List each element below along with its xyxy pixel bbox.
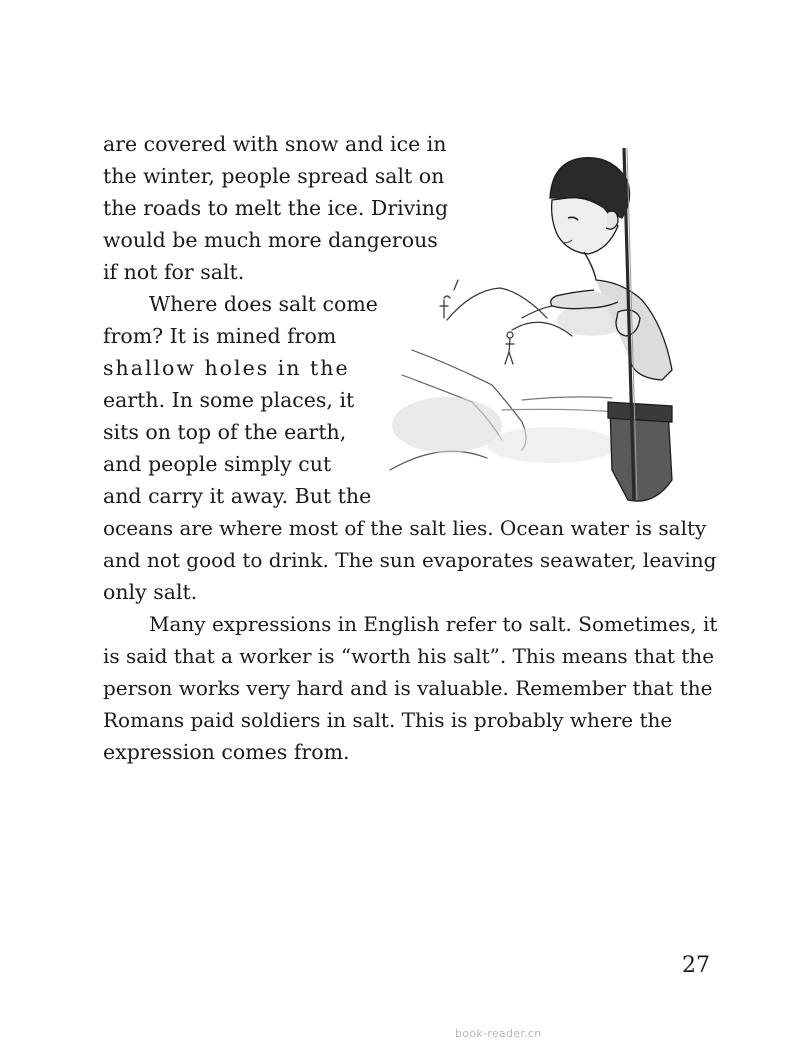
text-line: the roads to melt the ice. Driving: [103, 196, 449, 220]
text-line: is said that a worker is “worth his salt”. This means that the: [103, 644, 715, 668]
text-line: from? It is mined from: [103, 324, 337, 348]
page-number: 27: [682, 953, 710, 978]
salt-hill: [447, 288, 547, 320]
text-line: shallow holes in the: [103, 356, 350, 380]
text-line: and carry it away. But the: [103, 484, 372, 508]
text-line: Many expressions in English refer to salt. Sometimes, it: [149, 612, 718, 636]
text-line: sits on top of the earth,: [103, 420, 347, 444]
text-line: if not for salt.: [103, 260, 245, 284]
text-line: person works very hard and is valuable. Remember that the: [103, 676, 713, 700]
text-line: earth. In some places, it: [103, 388, 355, 412]
text-line: Where does salt come: [149, 292, 378, 316]
text-line: would be much more dangerous: [103, 228, 438, 252]
boy-tasting-salt-illustration: [372, 140, 702, 510]
watermark: book-reader.cn: [455, 1027, 542, 1040]
text-line: and not good to drink. The sun evaporates seawater, leaving: [103, 548, 717, 572]
text-line: oceans are where most of the salt lies. Ocean water is salty: [103, 516, 707, 540]
text-line: and people simply cut: [103, 452, 332, 476]
text-line: Romans paid soldiers in salt. This is probably where the: [103, 708, 673, 732]
text-line: the winter, people spread salt on: [103, 164, 445, 188]
text-line: are covered with snow and ice in: [103, 132, 447, 156]
text-line: only salt.: [103, 580, 198, 604]
text-line: expression comes from.: [103, 740, 350, 764]
